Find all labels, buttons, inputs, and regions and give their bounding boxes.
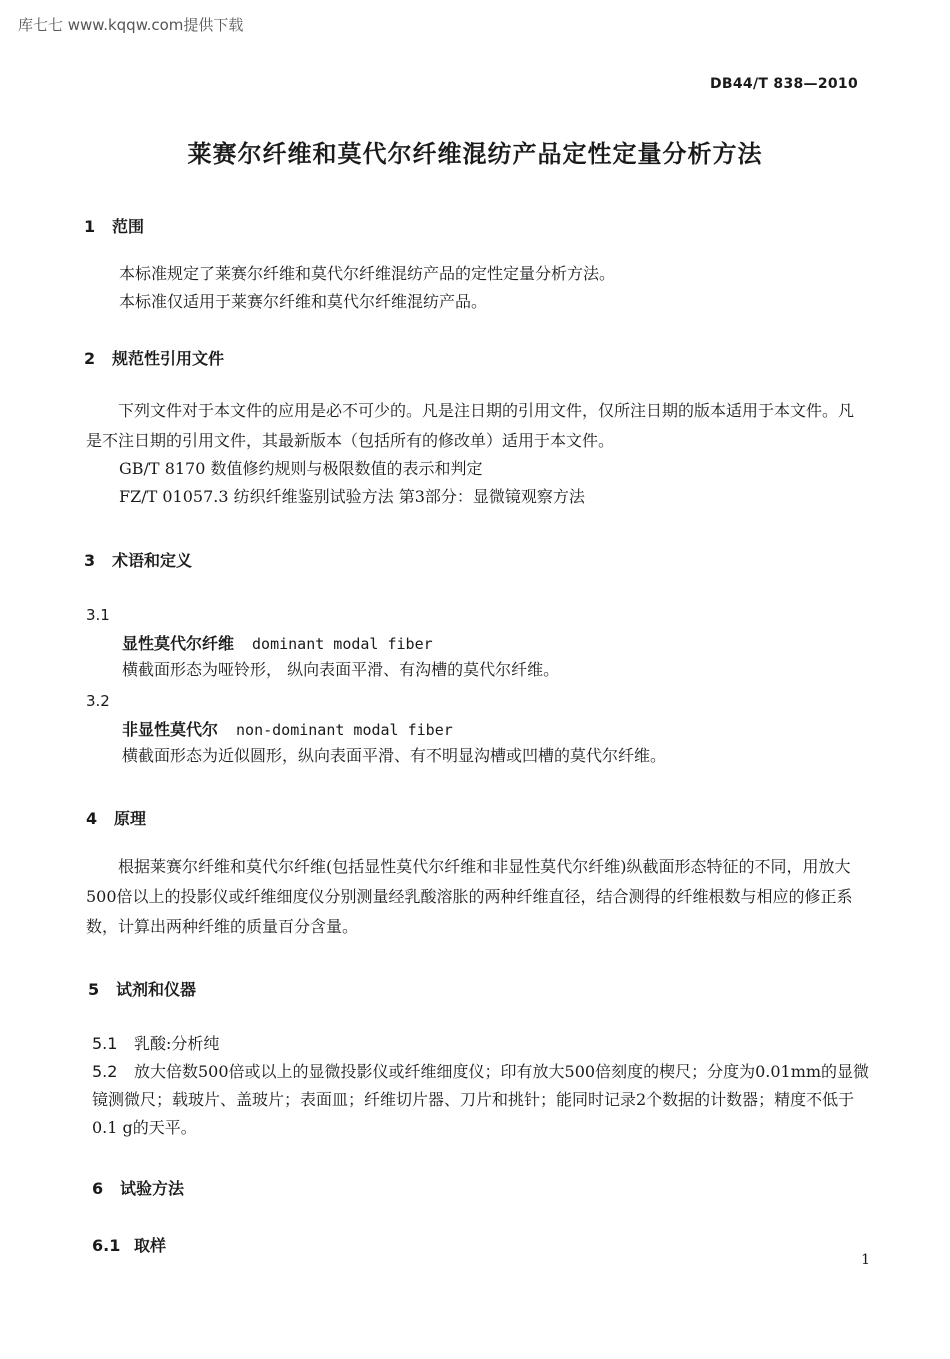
clause-number: 5.1 (92, 1034, 118, 1053)
section-number: 3 (84, 551, 96, 570)
normative-references-paragraph: 下列文件对于本文件的应用是必不可少的。凡是注日期的引用文件，仅所注日期的版本适用于本文件。凡是不注日期的引用文件，其最新版本（包括所有的修改单）适用于本文件。 (86, 401, 855, 450)
scope-line-1: 本标准规定了莱赛尔纤维和莫代尔纤维混纺产品的定性定量分析方法。 (119, 264, 616, 283)
clause-5-1 (92, 1030, 219, 1058)
page-number: 1 (861, 1252, 870, 1268)
reference-item: FZ/T 01057.3 纺织纤维鉴别试验方法 第3部分：显微镜观察方法 (119, 487, 585, 506)
section-number: 2 (84, 349, 96, 368)
standard-code: DB44/T 838—2010 (710, 76, 858, 92)
term-number: 3.1 (86, 606, 110, 624)
clause-number: 5.2 (92, 1062, 118, 1081)
subsection-6-1-heading (92, 1233, 166, 1256)
section-5-heading (88, 977, 196, 1000)
term-number: 3.2 (86, 692, 110, 710)
section-title: 原理 (114, 809, 147, 828)
term-chinese: 非显性莫代尔 (122, 720, 219, 739)
term-heading (122, 717, 453, 740)
section-title: 范围 (112, 217, 145, 236)
page-title: 莱赛尔纤维和莫代尔纤维混纺产品定性定量分析方法 (187, 140, 763, 168)
clause-text: 乳酸:分析纯 (134, 1034, 220, 1053)
term-heading (122, 631, 433, 654)
section-number: 6 (92, 1179, 104, 1198)
section-1-heading (84, 214, 144, 237)
section-2-heading (84, 346, 224, 369)
principle-paragraph: 根据莱赛尔纤维和莫代尔纤维(包括显性莫代尔纤维和非显性莫代尔纤维)纵截面形态特征的不同，用放大500倍以上的投影仪或纤维细度仪分别测量经乳酸溶胀的两种纤维直径，结合测得的纤维根数与相应的修正系数，计算出两种纤维的质量百分含量。 (86, 857, 853, 936)
section-6-heading (92, 1176, 184, 1199)
term-english: dominant modal fiber (252, 635, 433, 653)
section-title: 试剂和仪器 (116, 980, 197, 999)
section-title: 试验方法 (120, 1179, 185, 1198)
section-3-heading (84, 548, 192, 571)
clause-5-2 (92, 1058, 874, 1142)
reference-item: GB/T 8170 数值修约规则与极限数值的表示和判定 (119, 459, 483, 478)
section-title: 规范性引用文件 (112, 349, 225, 368)
term-definition: 横截面形态为近似圆形，纵向表面平滑、有不明显沟槽或凹槽的莫代尔纤维。 (122, 746, 667, 765)
term-definition: 横截面形态为哑铃形， 纵向表面平滑、有沟槽的莫代尔纤维。 (122, 660, 560, 679)
section-number: 5 (88, 980, 100, 999)
section-title: 术语和定义 (112, 551, 193, 570)
subsection-number: 6.1 (92, 1236, 121, 1255)
section-number: 4 (86, 809, 98, 828)
clause-text: 放大倍数500倍或以上的显微投影仪或纤维细度仪；印有放大500倍刻度的楔尺；分度为0.01mm的显微镜测微尺；载玻片、盖玻片；表面皿；纤维切片器、刀片和挑针；能同时记录2个数据的计数器；精度不低于0.1 g的天平。 (92, 1062, 870, 1137)
term-english: non-dominant modal fiber (236, 721, 453, 739)
watermark-text: 库七七 www.kqqw.com提供下载 (18, 16, 244, 34)
section-4-heading (86, 806, 146, 829)
scope-line-2: 本标准仅适用于莱赛尔纤维和莫代尔纤维混纺产品。 (119, 292, 488, 311)
subsection-title: 取样 (134, 1236, 167, 1255)
section-number: 1 (84, 217, 96, 236)
term-chinese: 显性莫代尔纤维 (122, 634, 235, 653)
